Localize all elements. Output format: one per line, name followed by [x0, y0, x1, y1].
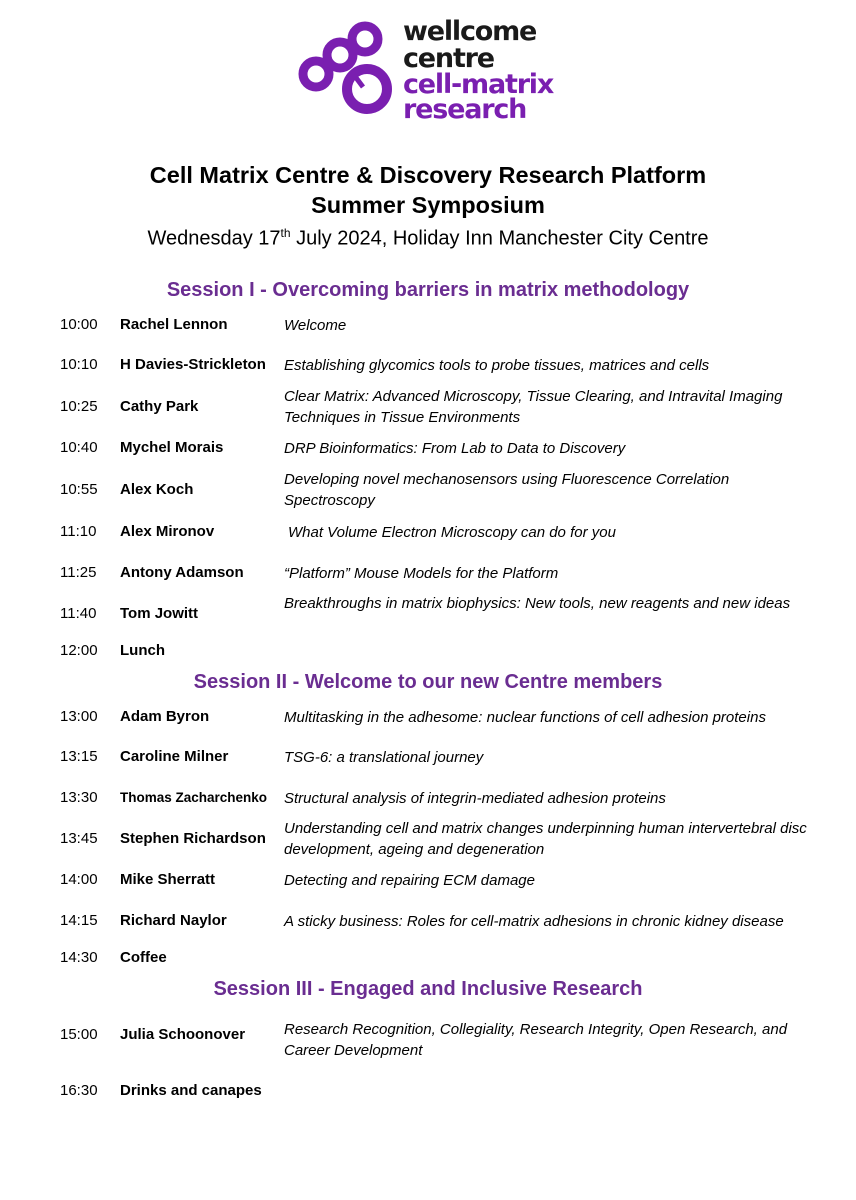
title-line-2: Summer Symposium: [311, 192, 545, 218]
row-speaker: Drinks and canapes: [120, 1082, 262, 1099]
row-time: 16:30: [60, 1082, 98, 1099]
row-time: 10:25: [60, 398, 98, 415]
row-talk: Establishing glycomics tools to probe tissues, matrices and cells: [284, 357, 710, 374]
row-talk: Research Recognition, Collegiality, Research Integrity, Open Research, and Career Development: [284, 1021, 788, 1059]
row-time: 13:15: [60, 748, 98, 765]
row-speaker: Coffee: [120, 949, 167, 966]
row-speaker: Antony Adamson: [120, 564, 244, 581]
row-speaker: Richard Naylor: [120, 912, 227, 929]
row-time: 10:00: [60, 316, 98, 333]
row-talk: TSG-6: a translational journey: [284, 749, 484, 766]
row-talk: Clear Matrix: Advanced Microscopy, Tissue Clearing, and Intravital Imaging Techniques in Tissue Environments: [284, 388, 783, 426]
row-time: 14:30: [60, 949, 98, 966]
row-time: 13:30: [60, 789, 98, 806]
row-speaker: Alex Koch: [120, 481, 194, 498]
date-rest: July 2024, Holiday Inn Manchester City Centre: [290, 227, 709, 250]
row-time: 13:45: [60, 830, 98, 847]
row-talk: DRP Bioinformatics: From Lab to Data to Discovery: [284, 440, 626, 457]
row-time: 10:55: [60, 481, 98, 498]
row-speaker: Lunch: [120, 642, 165, 659]
row-speaker: Stephen Richardson: [120, 830, 266, 847]
row-talk: Understanding cell and matrix changes underpinning human intervertebral disc development, ageing and degeneration: [284, 820, 807, 858]
row-speaker: Mychel Morais: [120, 439, 224, 456]
row-time: 15:00: [60, 1026, 98, 1043]
row-speaker: Tom Jowitt: [120, 605, 199, 622]
row-time: 10:40: [60, 439, 98, 456]
event-date-venue: [0, 220, 856, 252]
date-suffix: th: [280, 226, 291, 240]
row-talk: Structural analysis of integrin-mediated adhesion proteins: [284, 790, 666, 807]
row-time: 11:40: [60, 605, 97, 622]
row-talk: What Volume Electron Microscopy can do for you: [288, 524, 616, 541]
row-time: 13:00: [60, 708, 98, 725]
row-talk: Detecting and repairing ECM damage: [284, 872, 535, 889]
row-talk: Welcome: [284, 317, 347, 334]
row-time: 11:25: [60, 564, 97, 581]
row-speaker: Mike Sherratt: [120, 871, 216, 888]
row-talk: A sticky business: Roles for cell-matrix adhesions in chronic kidney disease: [284, 913, 784, 930]
logo-line-research: research: [403, 94, 527, 125]
session-2-title: Session II - Welcome to our new Centre members: [193, 671, 663, 693]
row-time: 11:10: [60, 523, 97, 540]
session-1-title: Session I - Overcoming barriers in matrix methodology: [166, 279, 690, 301]
row-speaker: H Davies-Strickleton: [120, 356, 266, 373]
symposium-header: [0, 160, 856, 252]
row-speaker: Thomas Zacharchenko: [120, 790, 268, 805]
row-time: 14:00: [60, 871, 98, 888]
row-time: 10:10: [60, 356, 98, 373]
session-3-title: Session III - Engaged and Inclusive Research: [213, 978, 643, 1000]
wellcome-logo: [296, 14, 562, 124]
row-speaker: Caroline Milner: [120, 748, 229, 765]
row-speaker: Cathy Park: [120, 398, 199, 415]
logo-line-cell-matrix: cell-matrix: [403, 69, 554, 100]
row-talk: Developing novel mechanosensors using Fluorescence Correlation Spectroscopy: [284, 471, 730, 509]
row-speaker: Alex Mironov: [120, 523, 215, 540]
row-talk: “Platform” Mouse Models for the Platform: [284, 565, 559, 582]
logo-line-wellcome: wellcome: [403, 16, 537, 47]
row-speaker: Julia Schoonover: [120, 1026, 246, 1043]
row-speaker: Rachel Lennon: [120, 316, 228, 333]
cell-matrix-logo-icon: [296, 20, 400, 116]
row-talk: Breakthroughs in matrix biophysics: New tools, new reagents and new ideas: [284, 595, 791, 612]
date-day: Wednesday 17: [147, 227, 281, 250]
row-talk: Multitasking in the adhesome: nuclear functions of cell adhesion proteins: [284, 709, 766, 726]
row-time: 12:00: [60, 642, 98, 659]
row-speaker: Adam Byron: [120, 708, 210, 725]
logo-line-centre: centre: [403, 43, 494, 74]
title-line-1: Cell Matrix Centre & Discovery Research Platform: [149, 162, 707, 188]
row-time: 14:15: [60, 912, 98, 929]
